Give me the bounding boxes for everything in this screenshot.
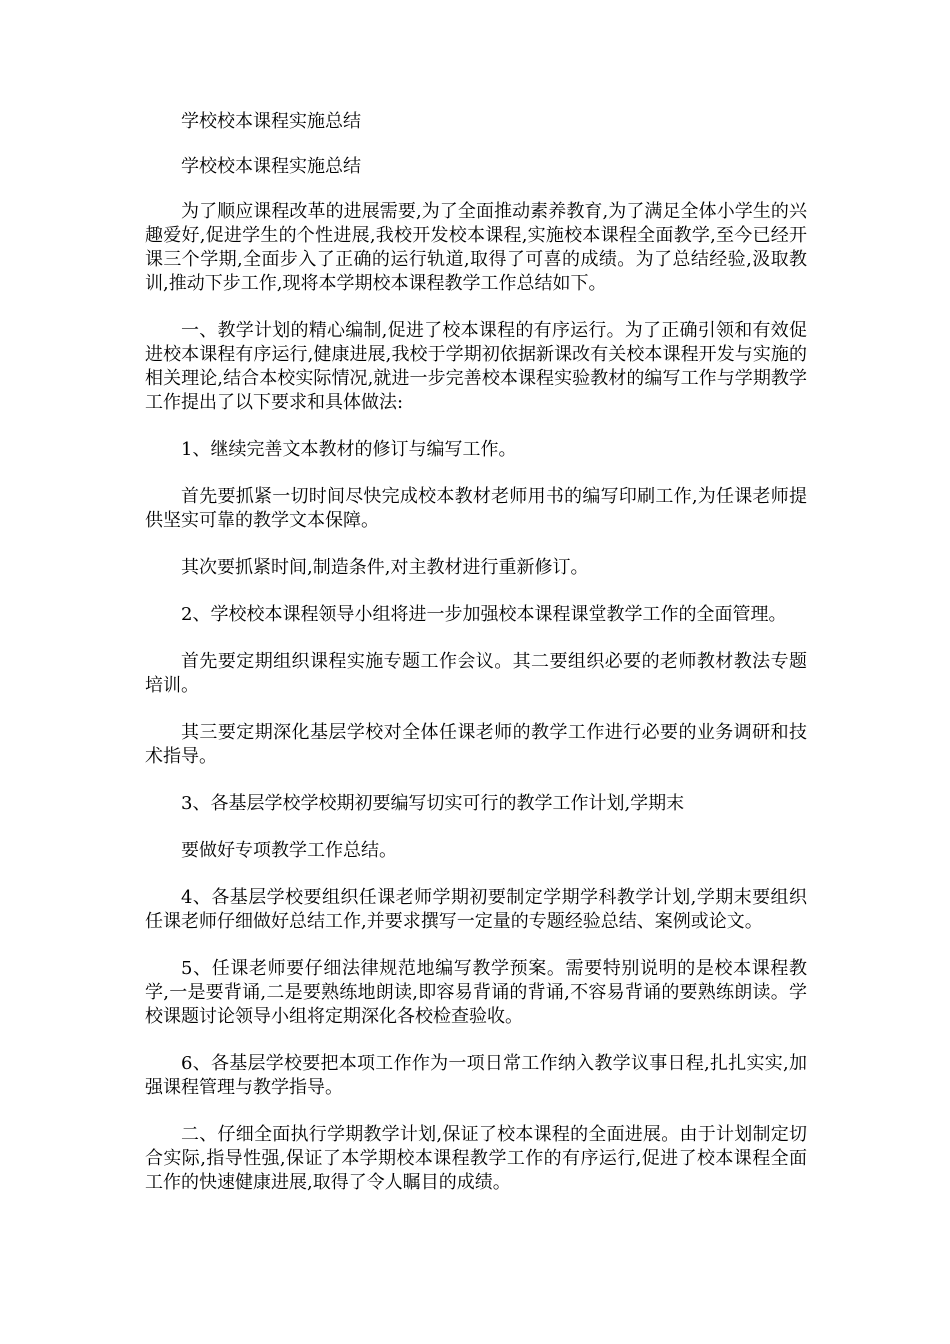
paragraph-item-1-second: 其次要抓紧时间,制造条件,对主教材进行重新修订。	[181, 557, 589, 578]
paragraph-intro: 为了顺应课程改革的进展需要,为了全面推动素养教育,为了满足全体小学生的兴趣爱好,促进学生的个性进展,我校开发校本课程,实施校本课程全面教学,至今已经开课三个学期,全面步入了正确的运行轨道,取得了可喜的成绩。为了总结经验,汲取教训,推动下步工作,现将本学期校本课程教学工作总结如下。	[145, 201, 807, 294]
document-page	[145, 110, 807, 1218]
paragraph-item-5: 5、任课老师要仔细法律规范地编写教学预案。需要特别说明的是校本课程教学,一是要背诵,二是要熟练地朗读,即容易背诵的背诵,不容易背诵的要熟练朗读。学校课题讨论领导小组将定期深化各校检查验收。	[145, 958, 807, 1027]
paragraph-item-2-first: 首先要定期组织课程实施专题工作会议。其二要组织必要的老师教材教法专题培训。	[145, 651, 807, 696]
paragraph-item-3: 3、各基层学校学校期初要编写切实可行的教学工作计划,学期末	[181, 793, 685, 814]
paragraph-item-2-third: 其三要定期深化基层学校对全体任课老师的教学工作进行必要的业务调研和技术指导。	[145, 722, 807, 767]
paragraph-item-4: 4、各基层学校要组织任课老师学期初要制定学期学科教学计划,学期末要组织任课老师仔细做好总结工作,并要求撰写一定量的专题经验总结、案例或论文。	[145, 887, 807, 932]
paragraph-section-2: 二、仔细全面执行学期教学计划,保证了校本课程的全面进展。由于计划制定切合实际,指导性强,保证了本学期校本课程教学工作的有序运行,促进了校本课程全面工作的快速健康进展,取得了令人瞩目的成绩。	[145, 1124, 807, 1193]
paragraph-item-1-first: 首先要抓紧一切时间尽快完成校本教材老师用书的编写印刷工作,为任课老师提供坚实可靠的教学文本保障。	[145, 486, 807, 531]
paragraph-section-1: 一、教学计划的精心编制,促进了校本课程的有序运行。为了正确引领和有效促进校本课程有序运行,健康进展,我校于学期初依据新课改有关校本课程开发与实施的相关理论,结合本校实际情况,就进一步完善校本课程实验教材的编写工作与学期教学工作提出了以下要求和具体做法:	[145, 320, 807, 413]
paragraph-item-1: 1、继续完善文本教材的修订与编写工作。	[181, 439, 517, 460]
document-subtitle: 学校校本课程实施总结	[181, 156, 361, 177]
paragraph-item-6: 6、各基层学校要把本项工作作为一项日常工作纳入教学议事日程,扎扎实实,加强课程管理与教学指导。	[145, 1053, 807, 1098]
paragraph-item-2: 2、学校校本课程领导小组将进一步加强校本课程课堂教学工作的全面管理。	[181, 604, 787, 625]
paragraph-item-3-cont: 要做好专项教学工作总结。	[181, 840, 397, 861]
document-title: 学校校本课程实施总结	[181, 111, 361, 132]
